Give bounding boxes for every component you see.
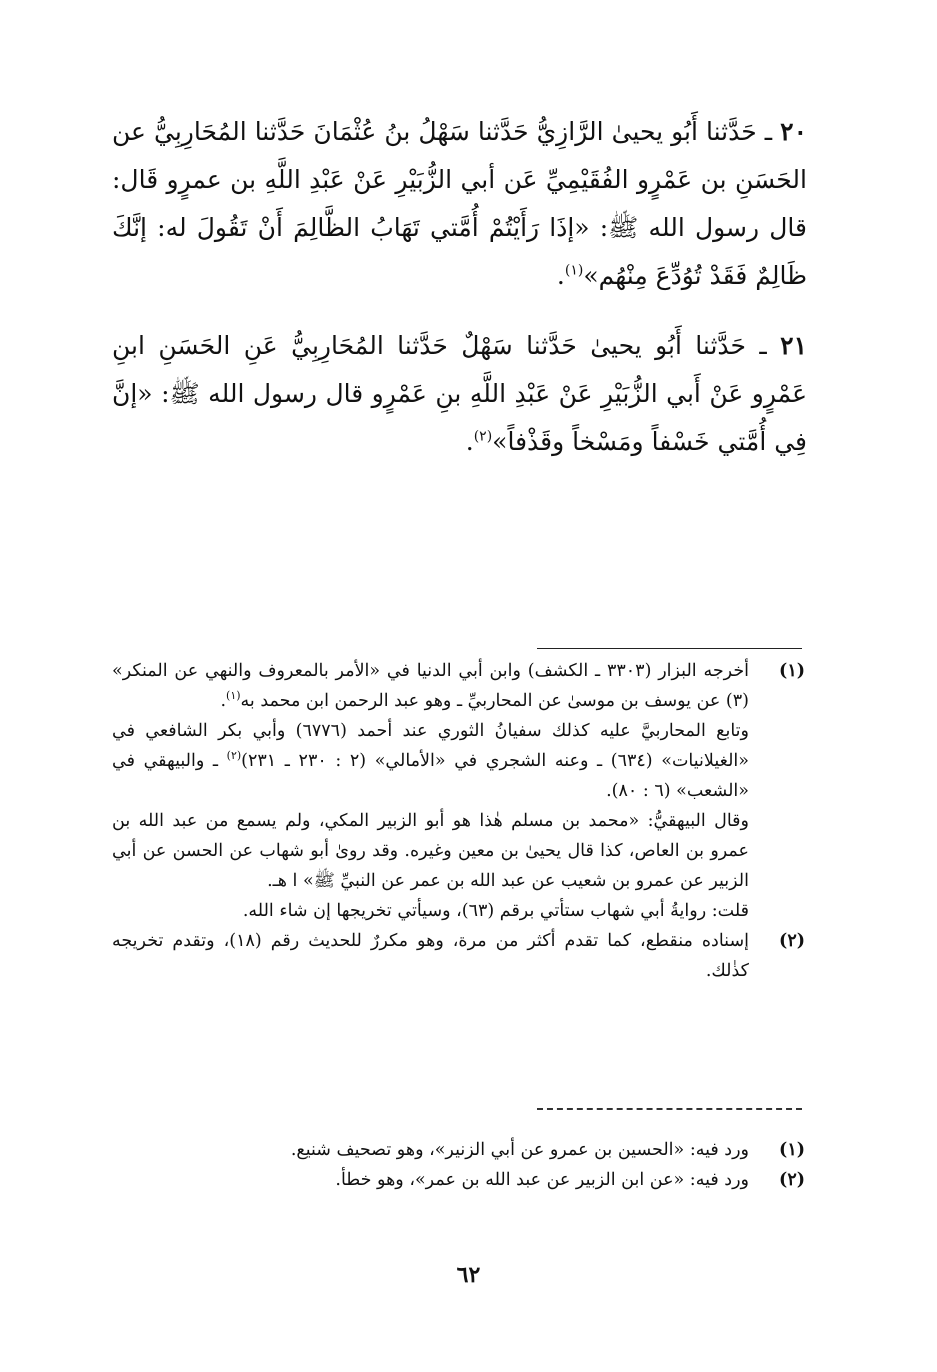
- subnote-body: [112, 1165, 749, 1195]
- subnote-text: ورد فيه: «عن ابن الزبير عن عبد الله بن عمر»، وهو خطأ.: [335, 1170, 749, 1190]
- footnote-body: [112, 926, 749, 986]
- footnote-paragraph: [112, 896, 749, 926]
- paragraph-text: إسناده منقطع، كما تقدم أكثر من مرة، وهو مكررٌ للحديث رقم (١٨)، وتقدم تخريجه كذٰلك.: [112, 931, 749, 981]
- footnote-ref: (١): [564, 262, 584, 279]
- footnote-number: (٢): [779, 931, 805, 951]
- subnotes: [112, 1135, 807, 1195]
- footnote-number: (١): [779, 661, 805, 681]
- subnote-body: [112, 1135, 749, 1165]
- footnote-separator: [537, 648, 802, 649]
- hadith-number: ٢١: [780, 331, 807, 360]
- paragraph-text: قلت: روايةُ أبي شهاب ستأتي برقم (٦٣)، وسيأتي تخريجها إن شاء الله.: [242, 901, 749, 921]
- hadith-number: ٢٠: [780, 117, 808, 146]
- subnote-ref: (١): [226, 689, 241, 703]
- hadith-text: ـ حَدَّثنا أَبُو يحيىٰ حَدَّثنا سَهْلٌ حَدَّثنا المُحَارِبِيُّ عَنِ الحَسَنِ ابنِ عَمْرٍو عَنْ أَبي الزُّبَيْرِ عَنْ عَبْدِ اللَّهِ بنِ عَمْرٍو قال رسول الله ﷺ: «إنَّ فِي أُمَّتي خَسْفاً ومَسْخاً وقَذْفاً»: [112, 331, 807, 456]
- paragraph-text: وقال البيهقيُّ: «محمد بن مسلم هٰذا هو أبو الزبير المكي، ولم يسمع من عبد الله بن عمرو بن العاص، كذا قال يحيىٰ بن معين وغيره. وقد روىٰ أبو شهاب عن الحسن عن أبي الزبير عن عمرو بن شعيب عن عبد الله بن عمر عن النبيِّ ﷺ» ا هـ.: [112, 811, 749, 891]
- footnote-paragraph: [112, 926, 749, 986]
- subnote-number: (٢): [779, 1170, 805, 1190]
- footnote-ref: (٢): [473, 428, 493, 445]
- subnote-number: (١): [779, 1140, 805, 1160]
- footnote-1: [112, 656, 807, 926]
- subnote-ref: (٢): [226, 749, 242, 763]
- hadith-end: .: [556, 261, 565, 290]
- paragraph-text: أخرجه البزار (٣٣٠٣ ـ الكشف) وابن أبي الدنيا في «الأمر بالمعروف والنهي عن المنكر» (٣) عن يوسف بن موسىٰ عن المحاربيِّ ـ وهو عبد الرحمن ابن محمد به: [112, 661, 750, 711]
- hadith-21: [112, 322, 807, 466]
- subnote-separator: [537, 1108, 802, 1110]
- hadith-end: .: [465, 427, 474, 456]
- paragraph-end: ـ والبيهقي في «الشعب» (٦ : ٨٠).: [112, 751, 749, 801]
- footnote-paragraph: [112, 806, 749, 896]
- hadith-20: [112, 108, 807, 300]
- footnote-paragraph: [112, 656, 749, 716]
- footnotes: [112, 656, 807, 986]
- subnote-text: ورد فيه: «الحسين بن عمرو عن أبي الزنير»، وهو تصحيف شنيع.: [290, 1140, 749, 1160]
- subnote-1: [112, 1135, 807, 1165]
- paragraph-text: وتابع المحاربيَّ عليه كذلك سفيانُ الثوري عند أحمد (٦٧٧٦) وأبي بكر الشافعي في «الغيلانيات» (٦٣٤) ـ وعنه الشجري في «الأمالي» (٢ : ٢٣٠ ـ ٢٣١): [112, 721, 749, 771]
- footnote-paragraph: [112, 716, 749, 806]
- footnote-body: [112, 656, 749, 926]
- subnote-2: [112, 1165, 807, 1195]
- paragraph-end: .: [220, 691, 227, 711]
- page-number: ٦٢: [456, 1262, 481, 1288]
- footnote-2: [112, 926, 807, 986]
- hadith-text: ـ حَدَّثنا أَبُو يحيىٰ الرَّازِيُّ حَدَّثنا سَهْلُ بنُ عُثْمَانَ حَدَّثنا المُحَارِبِيُّ عن الحَسَنِ بن عَمْرٍو الفُقَيْمِيِّ عَن أبي الزُّبَيْرِ عَنْ عَبْدِ اللَّهِ بن عمرٍو قَال: قال رسول الله ﷺ: «إذَا رَأَيْتُمْ أُمَّتي تَهَابُ الظَّالِمَ أَنْ تَقُولَ له: إنَّكَ ظَالِمٌ فَقَدْ تُوُدِّعَ مِنْهُم»: [112, 117, 807, 290]
